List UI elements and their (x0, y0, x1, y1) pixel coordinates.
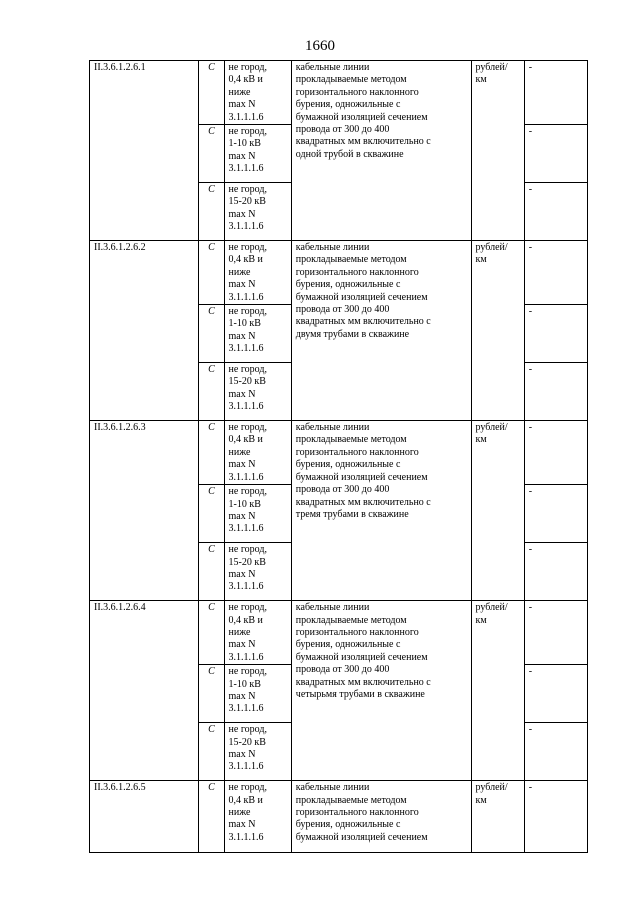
row-value: - (524, 723, 587, 781)
row-value: - (524, 485, 587, 543)
row-value: - (524, 421, 587, 485)
tariff-table (89, 60, 588, 853)
row-symbol: С (199, 241, 224, 305)
row-value: - (524, 305, 587, 363)
row-symbol: С (199, 543, 224, 601)
row-value: - (524, 125, 587, 183)
row-condition: не город, 0,4 кВ и ниже max N 3.1.1.1.6 (224, 241, 291, 305)
row-value: - (524, 781, 587, 853)
row-value: - (524, 61, 587, 125)
row-condition: не город, 0,4 кВ и ниже max N 3.1.1.1.6 (224, 781, 291, 853)
table-row (90, 781, 588, 853)
row-unit: рублей/ км (471, 781, 524, 853)
row-description: кабельные линии прокладываемые методом горизонтального наклонного бурения, одножильные с бумажной изоляцией сечением провода от 300 до 400 квадратных мм включительно с двумя трубами в скважине (291, 241, 471, 421)
row-unit: рублей/ км (471, 421, 524, 601)
row-code: II.3.6.1.2.6.2 (90, 241, 199, 421)
row-symbol: С (199, 363, 224, 421)
row-condition: не город, 1-10 кВ max N 3.1.1.1.6 (224, 485, 291, 543)
row-symbol: С (199, 61, 224, 125)
row-code: II.3.6.1.2.6.4 (90, 601, 199, 781)
row-value: - (524, 601, 587, 665)
row-code: II.3.6.1.2.6.5 (90, 781, 199, 853)
table-row (90, 241, 588, 305)
row-symbol: С (199, 723, 224, 781)
row-unit: рублей/ км (471, 61, 524, 241)
page-number: 1660 (305, 38, 335, 54)
row-symbol: С (199, 601, 224, 665)
row-condition: не город, 0,4 кВ и ниже max N 3.1.1.1.6 (224, 601, 291, 665)
row-symbol: С (199, 781, 224, 853)
row-value: - (524, 363, 587, 421)
row-condition: не город, 1-10 кВ max N 3.1.1.1.6 (224, 125, 291, 183)
row-description: кабельные линии прокладываемые методом горизонтального наклонного бурения, одножильные с бумажной изоляцией сечением (291, 781, 471, 853)
row-description: кабельные линии прокладываемые методом горизонтального наклонного бурения, одножильные с бумажной изоляцией сечением провода от 300 до 400 квадратных мм включительно с тремя трубами в скважине (291, 421, 471, 601)
row-description: кабельные линии прокладываемые методом горизонтального наклонного бурения, одножильные с бумажной изоляцией сечением провода от 300 до 400 квадратных мм включительно с четырьмя трубами в скважине (291, 601, 471, 781)
row-symbol: С (199, 305, 224, 363)
row-condition: не город, 1-10 кВ max N 3.1.1.1.6 (224, 305, 291, 363)
row-condition: не город, 15-20 кВ max N 3.1.1.1.6 (224, 363, 291, 421)
row-symbol: С (199, 125, 224, 183)
row-code: II.3.6.1.2.6.3 (90, 421, 199, 601)
row-symbol: С (199, 485, 224, 543)
row-value: - (524, 543, 587, 601)
row-value: - (524, 665, 587, 723)
row-symbol: С (199, 421, 224, 485)
row-unit: рублей/ км (471, 601, 524, 781)
row-symbol: С (199, 183, 224, 241)
row-condition: не город, 15-20 кВ max N 3.1.1.1.6 (224, 543, 291, 601)
row-value: - (524, 183, 587, 241)
row-description: кабельные линии прокладываемые методом горизонтального наклонного бурения, одножильные с бумажной изоляцией сечением провода от 300 до 400 квадратных мм включительно с одной трубой в скважине (291, 61, 471, 241)
row-condition: не город, 15-20 кВ max N 3.1.1.1.6 (224, 183, 291, 241)
row-symbol: С (199, 665, 224, 723)
table-row (90, 421, 588, 485)
row-unit: рублей/ км (471, 241, 524, 421)
row-condition: не город, 0,4 кВ и ниже max N 3.1.1.1.6 (224, 61, 291, 125)
row-condition: не город, 15-20 кВ max N 3.1.1.1.6 (224, 723, 291, 781)
table-row (90, 61, 588, 125)
row-condition: не город, 0,4 кВ и ниже max N 3.1.1.1.6 (224, 421, 291, 485)
row-code: II.3.6.1.2.6.1 (90, 61, 199, 241)
table-row (90, 601, 588, 665)
row-condition: не город, 1-10 кВ max N 3.1.1.1.6 (224, 665, 291, 723)
row-value: - (524, 241, 587, 305)
